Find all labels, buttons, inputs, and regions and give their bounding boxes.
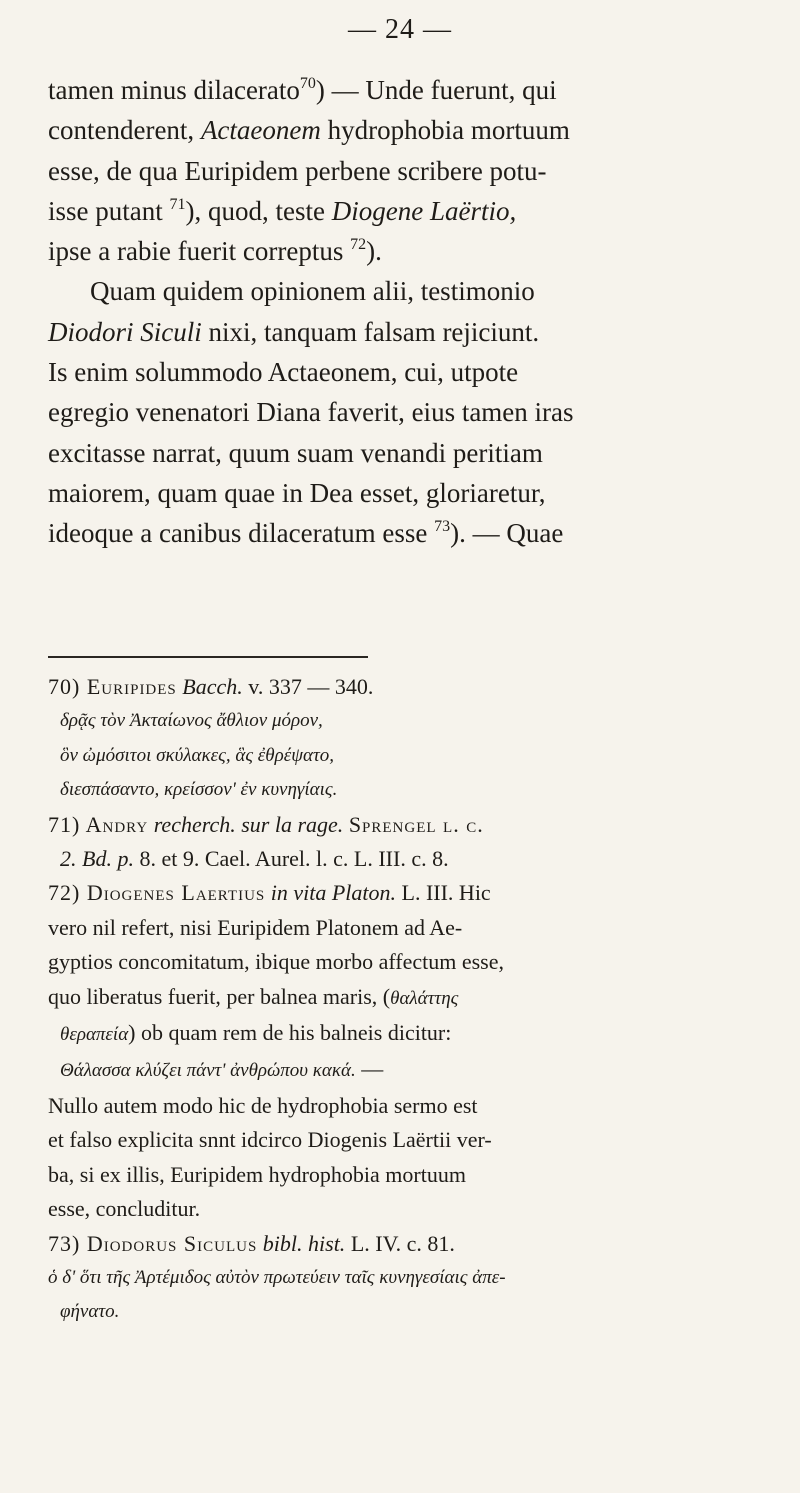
text-line: excitasse narrat, quum suam venandi peritiam — [48, 437, 543, 468]
footnote-72: 72) Diogenes Laertius in vita Platon. L. III. Hic — [48, 880, 491, 906]
text-line: ipse a rabie fuerit correptus $^{72}$). — [48, 236, 382, 267]
main-text — [48, 70, 763, 554]
text-line: Is enim solummodo Actaeonem, cui, utpote — [48, 357, 519, 388]
text-line: ideoque a canibus dilaceratum esse $^{73}$). — Quae — [48, 518, 564, 549]
footnote-line: θεραπεία) ob quam rem de his balneis dicitur: — [60, 1020, 452, 1046]
text-line: maiorem, quam quae in Dea esset, gloriaretur, — [48, 477, 546, 508]
footnote-line: et falso explicita snnt idcirco Diogenis Laërtii ver- — [48, 1127, 492, 1153]
page-number: — 24 — — [348, 14, 452, 45]
greek-line: φήνατο. — [60, 1301, 120, 1323]
text-line: egregio venenatori Diana faverit, eius tamen iras — [48, 397, 574, 428]
footnote-line: gyptios concomitatum, ibique morbo affectum esse, — [48, 949, 504, 975]
text-line: tamen minus dilacerato$^{70}$) — Unde fuerunt, qui — [48, 75, 557, 105]
greek-verse: δρᾷς τὸν Ἀκταίωνος ἄθλιον μόρον, — [60, 710, 323, 732]
footnote-line: esse, concluditur. — [48, 1196, 201, 1222]
footnote-71: 71) Andry recherch. sur la rage. Sprengel l. c. — [48, 811, 484, 837]
footnote-separator — [48, 656, 368, 658]
text-line: Diodori Siculi nixi, tanquam falsam rejiciunt. — [48, 316, 540, 347]
footnote-line: Θάλασσα κλύζει πάντ' ἀνθρώπου κακά. — — [60, 1056, 384, 1082]
footnote-line: ba, si ex illis, Euripidem hydrophobia mortuum — [48, 1161, 466, 1187]
footnote-line: vero nil refert, nisi Euripidem Platonem ad Ae- — [48, 914, 463, 940]
footnote-line: quo liberatus fuerit, per balnea maris, (θαλάττης — [48, 983, 459, 1009]
text-line: esse, de qua Euripidem perbene scribere potu- — [48, 155, 547, 186]
text-line: isse putant $^{71}$), quod, teste Diogene Laërtio, — [48, 195, 517, 226]
footnote-line: 2. Bd. p. 8. et 9. Cael. Aurel. l. c. L. III. c. 8. — [60, 846, 449, 872]
greek-verse: διεσπάσαντο, κρείσσον' ἐν κυνηγίαις. — [60, 779, 338, 801]
footnote-ref-71: 71 — [169, 195, 186, 213]
footnote-ref-73: 73 — [434, 518, 451, 536]
footnote-70: 70) Euripides Bacch. v. 337 — 340. — [48, 674, 374, 699]
footnote-ref-70: 70 — [299, 75, 316, 92]
text-line: contenderent, Actaeonem hydrophobia mortuum — [48, 115, 570, 146]
greek-verse: ὃν ὠμόσιτοι σκύλακες, ἃς ἐθρέψατο, — [60, 744, 335, 766]
greek-line: ὁ δ' ὅτι τῆς Ἀρτέμιδος αὐτὸν πρωτεύειν ταῖς κυνηγεσίαις ἀπε- — [48, 1266, 506, 1288]
text-line: Quam quidem opinionem alii, testimonio — [90, 276, 535, 307]
footnote-line: Nullo autem modo hic de hydrophobia sermo est — [48, 1092, 478, 1118]
footnotes — [48, 670, 763, 1330]
footnote-73: 73) Diodorus Siculus bibl. hist. L. IV. c. 81. — [48, 1230, 455, 1256]
footnote-ref-72: 72 — [350, 236, 367, 254]
